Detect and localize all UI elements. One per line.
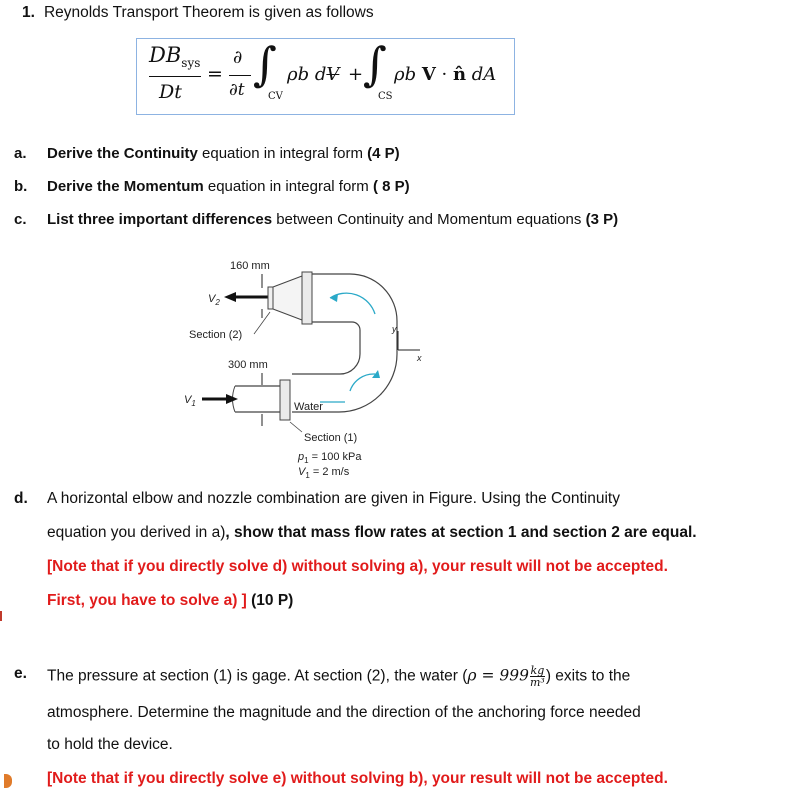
- integral-cs-subscript: CS: [378, 91, 393, 102]
- item-b-label: b.: [14, 178, 28, 195]
- p1-value: $p_1 = 100$ kPa: [298, 451, 362, 465]
- inlet-pipe: [235, 386, 280, 412]
- elbow-top-outer: [312, 274, 397, 321]
- v1-arrow-head: [226, 394, 238, 404]
- question-title: [22, 4, 374, 22]
- part-e-unit-den: m³: [529, 676, 545, 689]
- part-e-line1-post: ) exits to the: [545, 667, 631, 685]
- part-d-line2: [47, 524, 697, 542]
- v1-label: $V_1$: [184, 394, 196, 408]
- integrand-2-post: dA: [466, 64, 497, 85]
- equals-sign: =: [207, 63, 223, 85]
- margin-mark-2: [4, 774, 12, 788]
- dot-product: ·: [435, 64, 453, 85]
- item-c: [14, 211, 618, 228]
- part-e-label: e.: [14, 665, 27, 682]
- flow-arrow-middle: [350, 374, 375, 391]
- section-1-label: Section (1): [304, 432, 358, 444]
- part-e-unit-fraction: [530, 665, 545, 688]
- inlet-flange: [280, 380, 290, 420]
- part-d-line2-bold: , show that mass flow rates at section 1 and section 2 are equal.: [225, 524, 697, 541]
- part-d-note2: [47, 592, 293, 610]
- nozzle-outlet-lip: [268, 287, 273, 309]
- volume-symbol: V: [326, 64, 340, 85]
- integrand-1: [287, 64, 339, 85]
- item-c-text: between Continuity and Momentum equations: [272, 211, 586, 228]
- part-d-points: (10 P): [246, 592, 294, 609]
- integral-sign-cs: ∫: [363, 37, 387, 91]
- part-e-line3: to hold the device.: [47, 736, 173, 753]
- integral-sign-cv: ∫: [253, 37, 277, 91]
- lhs-num-text: DB: [149, 43, 182, 67]
- nozzle-cone: [273, 276, 302, 320]
- part-d-label: d.: [14, 490, 28, 507]
- water-label: Water: [294, 401, 323, 413]
- nozzle-flange: [302, 272, 312, 324]
- item-b: [14, 178, 410, 195]
- part-d-note2-text: First, you have to solve a) ]: [47, 592, 247, 609]
- part-e-line1-pre: The pressure at section (1) is gage. At section (2), the water (: [47, 667, 468, 685]
- dim-160mm-label: 160 mm: [230, 260, 270, 272]
- section-1-leader: [290, 422, 302, 432]
- section-2-label: Section (2): [189, 329, 243, 341]
- elbow-outer-curve: [292, 321, 397, 412]
- integral-cv-subscript: CV: [268, 91, 283, 102]
- equation-box: [136, 38, 515, 115]
- integrand-2: [394, 64, 496, 85]
- partial-numerator: ∂: [233, 47, 243, 68]
- part-e-line1: [47, 665, 630, 688]
- normal-vector: n̂: [452, 64, 467, 85]
- partial-fraction-bar: [229, 75, 251, 76]
- part-e-note: [Note that if you directly solve e) without solving b), your result will not be accepted.: [47, 770, 668, 787]
- elbow-inner-curve: [292, 322, 360, 374]
- axis-x-label: x: [417, 353, 422, 363]
- part-d-line2-pre: equation you derived in a): [47, 524, 226, 541]
- integrand-2-pre: ρb: [394, 64, 422, 85]
- question-number: 1.: [22, 4, 35, 21]
- item-b-points: ( 8 P): [372, 178, 410, 195]
- integrand-1-text: ρb d: [287, 64, 327, 85]
- question-title-text: Reynolds Transport Theorem is given as follows: [43, 4, 374, 21]
- plus-sign: +: [348, 64, 364, 85]
- axis-y-label: y: [392, 324, 397, 334]
- lhs-sub: sys: [181, 56, 201, 71]
- lhs-fraction-bar: [149, 76, 201, 77]
- part-e-rho: ρ = 999: [467, 666, 529, 685]
- item-c-bold: List three important differences: [47, 211, 273, 228]
- part-e-line2: atmosphere. Determine the magnitude and the direction of the anchoring force needed: [47, 704, 641, 721]
- partial-denominator: ∂t: [229, 80, 245, 100]
- elbow-nozzle-figure: [180, 254, 430, 484]
- part-d-line1: A horizontal elbow and nozzle combination are given in Figure. Using the Continuity: [47, 490, 620, 507]
- lhs-numerator: [149, 43, 200, 70]
- v1-value: $V_1 = 2$ m/s: [298, 466, 350, 480]
- item-a-text: equation in integral form: [197, 145, 368, 162]
- v2-arrow-head: [224, 292, 236, 302]
- v2-label: $V_2$: [208, 293, 220, 307]
- lhs-denominator: Dt: [159, 81, 182, 103]
- item-c-points: (3 P): [585, 211, 619, 228]
- margin-mark-1: [0, 611, 10, 621]
- item-b-text: equation in integral form: [203, 178, 373, 195]
- item-c-label: c.: [14, 211, 27, 228]
- part-d-note1: [Note that if you directly solve d) without solving a), your result will not be accepted.: [47, 558, 668, 575]
- dim-300mm-label: 300 mm: [228, 359, 268, 371]
- item-a-bold: Derive the Continuity: [47, 145, 198, 162]
- item-b-bold: Derive the Momentum: [47, 178, 204, 195]
- item-a-points: (4 P): [367, 145, 400, 162]
- velocity-vector: V: [421, 64, 436, 85]
- item-a: [14, 145, 400, 162]
- item-a-label: a.: [14, 145, 27, 162]
- part-e-unit-num: kg: [530, 664, 545, 677]
